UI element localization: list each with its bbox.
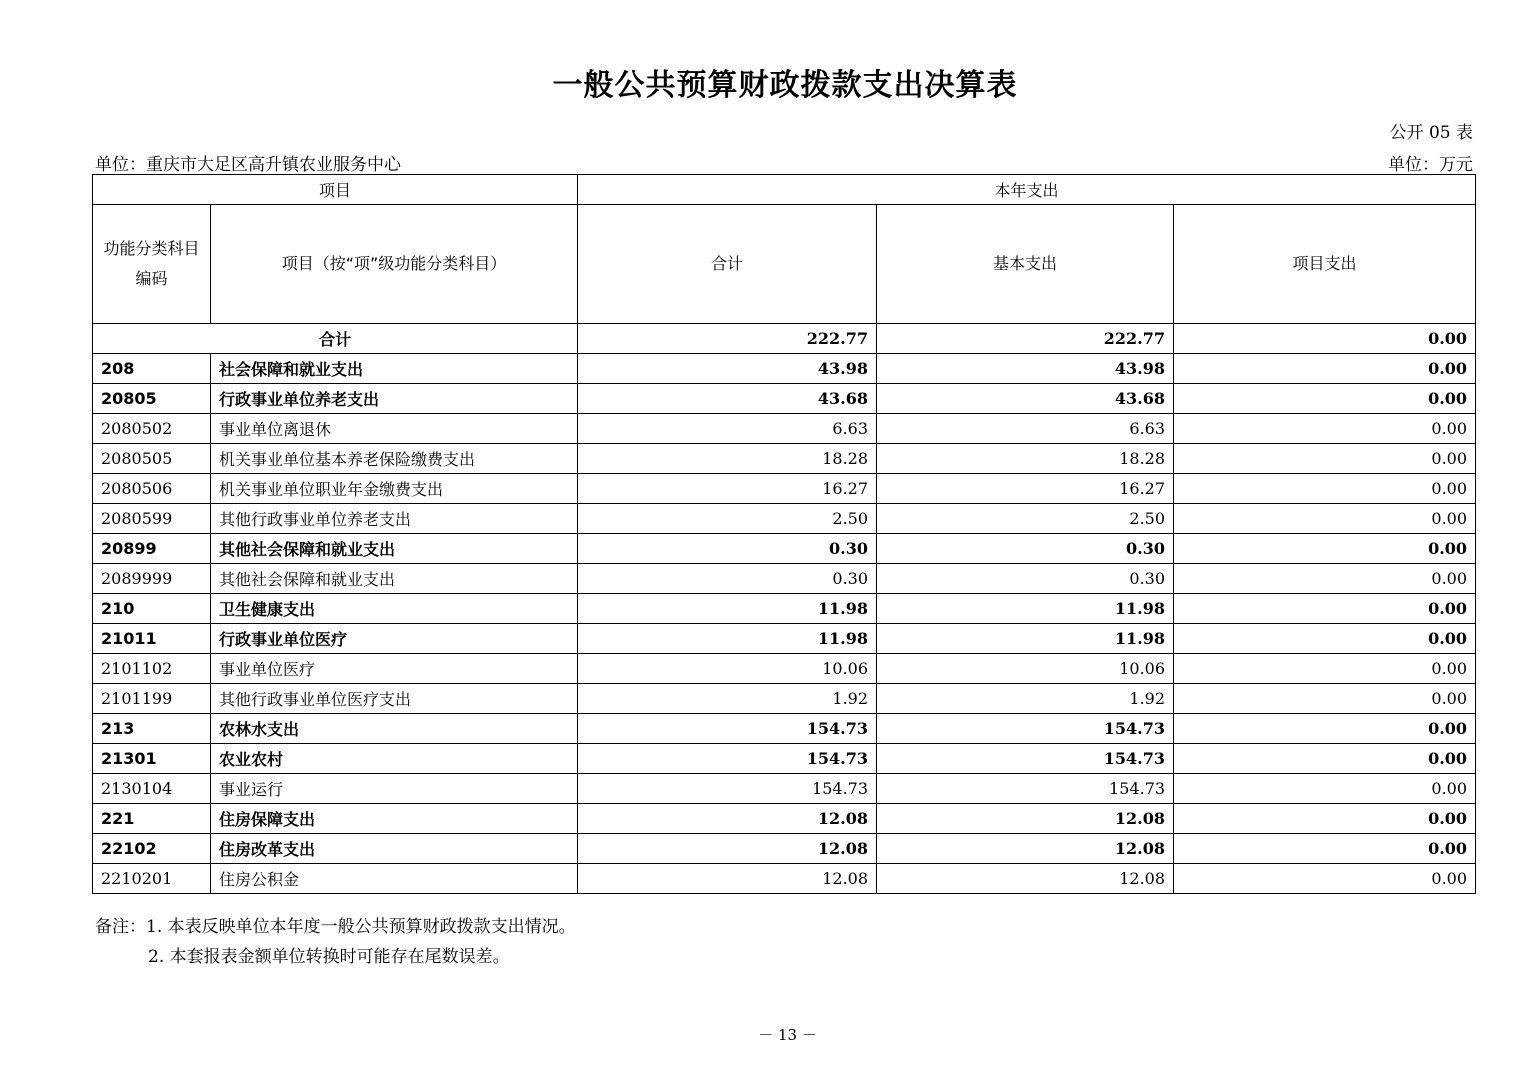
row-code: 21301 xyxy=(93,744,211,774)
row-basic: 12.08 xyxy=(877,804,1174,834)
header-code: 功能分类科目编码 xyxy=(93,205,211,324)
row-code: 20805 xyxy=(93,384,211,414)
row-name: 住房保障支出 xyxy=(211,804,578,834)
table-row xyxy=(93,504,1476,534)
page-number: － 13 － xyxy=(758,1026,817,1044)
row-project: 0.00 xyxy=(1174,354,1476,384)
row-code: 2210201 xyxy=(93,864,211,894)
row-name: 事业单位医疗 xyxy=(211,654,578,684)
expenditure-table xyxy=(92,174,1476,894)
row-total: 43.98 xyxy=(578,354,877,384)
row-name: 其他行政事业单位医疗支出 xyxy=(211,684,578,714)
header-basic: 基本支出 xyxy=(877,205,1174,324)
row-code: 2080506 xyxy=(93,474,211,504)
total-label: 合计 xyxy=(93,324,578,354)
row-code: 210 xyxy=(93,594,211,624)
table-row xyxy=(93,354,1476,384)
table-row xyxy=(93,654,1476,684)
row-project: 0.00 xyxy=(1174,714,1476,744)
row-code: 213 xyxy=(93,714,211,744)
row-code: 22102 xyxy=(93,834,211,864)
table-row xyxy=(93,684,1476,714)
row-basic: 11.98 xyxy=(877,624,1174,654)
header-total: 合计 xyxy=(578,205,877,324)
row-project: 0.00 xyxy=(1174,444,1476,474)
table-row xyxy=(93,864,1476,894)
row-code: 208 xyxy=(93,354,211,384)
row-basic: 12.08 xyxy=(877,834,1174,864)
row-total: 43.68 xyxy=(578,384,877,414)
money-unit: 单位：万元 xyxy=(1388,155,1473,175)
row-basic: 6.63 xyxy=(877,414,1174,444)
row-basic: 2.50 xyxy=(877,504,1174,534)
row-name: 住房改革支出 xyxy=(211,834,578,864)
table-row xyxy=(93,804,1476,834)
row-code: 2089999 xyxy=(93,564,211,594)
total-project: 0.00 xyxy=(1174,324,1476,354)
row-name: 机关事业单位基本养老保险缴费支出 xyxy=(211,444,578,474)
row-basic: 11.98 xyxy=(877,594,1174,624)
row-code: 2080505 xyxy=(93,444,211,474)
row-name: 卫生健康支出 xyxy=(211,594,578,624)
row-total: 154.73 xyxy=(578,744,877,774)
row-total: 154.73 xyxy=(578,714,877,744)
table-code-label: 公开 05 表 xyxy=(1389,123,1473,143)
row-basic: 154.73 xyxy=(877,744,1174,774)
row-project: 0.00 xyxy=(1174,414,1476,444)
row-project: 0.00 xyxy=(1174,384,1476,414)
row-basic: 16.27 xyxy=(877,474,1174,504)
table-row xyxy=(93,834,1476,864)
row-project: 0.00 xyxy=(1174,504,1476,534)
row-basic: 1.92 xyxy=(877,684,1174,714)
table-row xyxy=(93,474,1476,504)
row-name: 农业农村 xyxy=(211,744,578,774)
table-row xyxy=(93,384,1476,414)
total-basic: 222.77 xyxy=(877,324,1174,354)
header-project: 项目 xyxy=(93,175,578,205)
table-row xyxy=(93,594,1476,624)
row-code: 221 xyxy=(93,804,211,834)
row-total: 10.06 xyxy=(578,654,877,684)
row-total: 6.63 xyxy=(578,414,877,444)
total-row xyxy=(93,324,1476,354)
row-name: 行政事业单位养老支出 xyxy=(211,384,578,414)
row-project: 0.00 xyxy=(1174,834,1476,864)
row-project: 0.00 xyxy=(1174,474,1476,504)
row-basic: 10.06 xyxy=(877,654,1174,684)
row-project: 0.00 xyxy=(1174,594,1476,624)
row-project: 0.00 xyxy=(1174,564,1476,594)
row-total: 18.28 xyxy=(578,444,877,474)
row-project: 0.00 xyxy=(1174,654,1476,684)
row-code: 21011 xyxy=(93,624,211,654)
row-total: 0.30 xyxy=(578,564,877,594)
note-line-2: 2. 本套报表金额单位转换时可能存在尾数误差。 xyxy=(148,947,510,967)
notes xyxy=(95,912,576,972)
row-basic: 0.30 xyxy=(877,534,1174,564)
row-total: 12.08 xyxy=(578,804,877,834)
table-row xyxy=(93,624,1476,654)
row-project: 0.00 xyxy=(1174,774,1476,804)
total-amount: 222.77 xyxy=(578,324,877,354)
header-item: 项目（按“项”级功能分类科目） xyxy=(211,205,578,324)
row-total: 12.08 xyxy=(578,864,877,894)
row-total: 16.27 xyxy=(578,474,877,504)
row-project: 0.00 xyxy=(1174,534,1476,564)
row-total: 1.92 xyxy=(578,684,877,714)
table-row xyxy=(93,444,1476,474)
row-name: 行政事业单位医疗 xyxy=(211,624,578,654)
header-project-exp: 项目支出 xyxy=(1174,205,1476,324)
row-basic: 154.73 xyxy=(877,774,1174,804)
row-basic: 0.30 xyxy=(877,564,1174,594)
row-name: 其他社会保障和就业支出 xyxy=(211,534,578,564)
table-row xyxy=(93,564,1476,594)
row-total: 0.30 xyxy=(578,534,877,564)
row-basic: 12.08 xyxy=(877,864,1174,894)
row-name: 其他社会保障和就业支出 xyxy=(211,564,578,594)
row-project: 0.00 xyxy=(1174,624,1476,654)
row-project: 0.00 xyxy=(1174,864,1476,894)
table-row xyxy=(93,714,1476,744)
row-name: 其他行政事业单位养老支出 xyxy=(211,504,578,534)
note-line-1: 备注：1. 本表反映单位本年度一般公共预算财政拨款支出情况。 xyxy=(95,917,576,937)
table-row xyxy=(93,534,1476,564)
table-body xyxy=(93,324,1476,894)
unit-name: 单位：重庆市大足区高升镇农业服务中心 xyxy=(95,155,401,175)
row-code: 2130104 xyxy=(93,774,211,804)
row-basic: 18.28 xyxy=(877,444,1174,474)
row-project: 0.00 xyxy=(1174,804,1476,834)
row-project: 0.00 xyxy=(1174,744,1476,774)
row-code: 2080502 xyxy=(93,414,211,444)
row-project: 0.00 xyxy=(1174,684,1476,714)
row-code: 2101199 xyxy=(93,684,211,714)
page-title: 一般公共预算财政拨款支出决算表 xyxy=(552,68,1018,103)
table-row xyxy=(93,414,1476,444)
row-code: 2101102 xyxy=(93,654,211,684)
row-name: 事业运行 xyxy=(211,774,578,804)
row-total: 2.50 xyxy=(578,504,877,534)
header-this-year: 本年支出 xyxy=(578,175,1476,205)
row-total: 11.98 xyxy=(578,594,877,624)
row-code: 20899 xyxy=(93,534,211,564)
table-row xyxy=(93,774,1476,804)
row-name: 事业单位离退休 xyxy=(211,414,578,444)
row-name: 住房公积金 xyxy=(211,864,578,894)
table-row xyxy=(93,744,1476,774)
row-code: 2080599 xyxy=(93,504,211,534)
row-name: 机关事业单位职业年金缴费支出 xyxy=(211,474,578,504)
row-total: 11.98 xyxy=(578,624,877,654)
row-name: 社会保障和就业支出 xyxy=(211,354,578,384)
row-basic: 43.98 xyxy=(877,354,1174,384)
row-name: 农林水支出 xyxy=(211,714,578,744)
row-total: 154.73 xyxy=(578,774,877,804)
row-basic: 43.68 xyxy=(877,384,1174,414)
row-total: 12.08 xyxy=(578,834,877,864)
row-basic: 154.73 xyxy=(877,714,1174,744)
